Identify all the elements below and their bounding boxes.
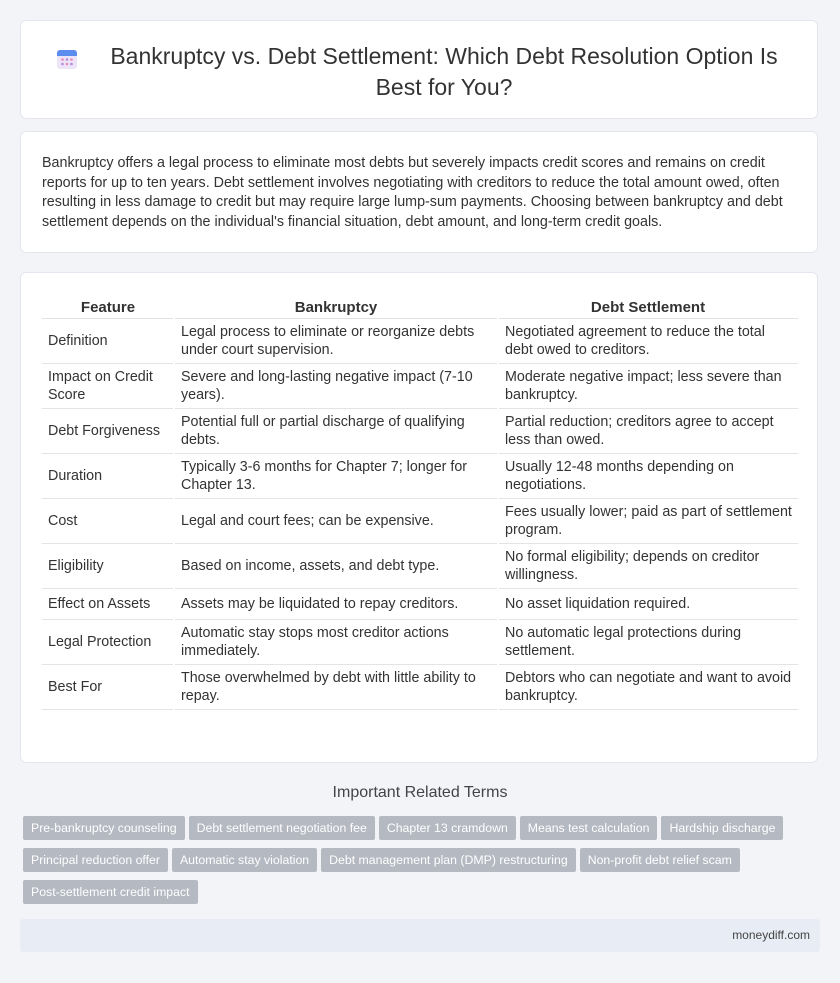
page-title: Bankruptcy vs. Debt Settlement: Which Debt Resolution Option Is Best for You? — [110, 43, 778, 100]
related-term-tag[interactable]: Debt settlement negotiation fee — [189, 816, 375, 840]
comparison-table — [42, 295, 798, 710]
bankruptcy-cell: Legal process to eliminate or reorganize debts under court supervision. — [174, 319, 498, 364]
feature-cell: Duration — [42, 454, 174, 499]
table-row — [42, 589, 798, 620]
bankruptcy-cell: Legal and court fees; can be expensive. — [174, 499, 498, 544]
debt-settlement-cell: Usually 12-48 months depending on negotiations. — [498, 454, 798, 499]
related-term-tag[interactable]: Pre-bankruptcy counseling — [23, 816, 185, 840]
intro-card — [20, 131, 818, 253]
table-header-row — [42, 295, 798, 319]
debt-settlement-cell: No formal eligibility; depends on creditor willingness. — [498, 544, 798, 589]
feature-cell: Impact on Credit Score — [42, 364, 174, 409]
related-term-tag[interactable]: Means test calculation — [520, 816, 658, 840]
related-term-tag[interactable]: Chapter 13 cramdown — [379, 816, 516, 840]
debt-settlement-cell: No asset liquidation required. — [498, 589, 798, 620]
related-terms-title: Important Related Terms — [332, 784, 508, 801]
feature-cell: Best For — [42, 665, 174, 710]
feature-cell: Eligibility — [42, 544, 174, 589]
bankruptcy-cell: Based on income, assets, and debt type. — [174, 544, 498, 589]
feature-cell: Legal Protection — [42, 620, 174, 665]
footer-bar — [20, 919, 820, 952]
bankruptcy-cell: Typically 3-6 months for Chapter 7; longer for Chapter 13. — [174, 454, 498, 499]
feature-cell: Cost — [42, 499, 174, 544]
comparison-card — [20, 272, 818, 763]
related-term-tag[interactable]: Principal reduction offer — [23, 848, 168, 872]
feature-cell: Debt Forgiveness — [42, 409, 174, 454]
related-term-tag[interactable]: Automatic stay violation — [172, 848, 317, 872]
related-term-tag[interactable]: Hardship discharge — [661, 816, 783, 840]
related-terms-list — [23, 816, 803, 912]
table-row — [42, 319, 798, 364]
header-feature: Feature — [42, 295, 174, 319]
debt-settlement-cell: Fees usually lower; paid as part of settlement program. — [498, 499, 798, 544]
table-row — [42, 409, 798, 454]
bankruptcy-cell: Assets may be liquidated to repay creditors. — [174, 589, 498, 620]
debt-settlement-cell: Moderate negative impact; less severe than bankruptcy. — [498, 364, 798, 409]
related-term-tag[interactable]: Debt management plan (DMP) restructuring — [321, 848, 576, 872]
related-term-tag[interactable]: Non-profit debt relief scam — [580, 848, 740, 872]
feature-cell: Definition — [42, 319, 174, 364]
table-row — [42, 499, 798, 544]
table-row — [42, 620, 798, 665]
table-row — [42, 454, 798, 499]
debt-settlement-cell: No automatic legal protections during settlement. — [498, 620, 798, 665]
bankruptcy-cell: Those overwhelmed by debt with little ability to repay. — [174, 665, 498, 710]
bankruptcy-cell: Automatic stay stops most creditor actions immediately. — [174, 620, 498, 665]
debt-settlement-cell: Partial reduction; creditors agree to accept less than owed. — [498, 409, 798, 454]
table-row — [42, 544, 798, 589]
related-term-tag[interactable]: Post-settlement credit impact — [23, 880, 198, 904]
intro-paragraph: Bankruptcy offers a legal process to eliminate most debts but severely impacts credit scores and remains on credit reports for up to ten years. Debt settlement involves negotiating with creditors to reduce the total amount owed, often resulting in less damage to credit but may require large lump-sum payments. Choosing between bankruptcy and debt settlement depends on the individual's financial situation, debt amount, and long-term credit goals. — [42, 155, 783, 230]
table-row — [42, 665, 798, 710]
bankruptcy-cell: Potential full or partial discharge of qualifying debts. — [174, 409, 498, 454]
title-card — [20, 20, 818, 119]
header-debt-settlement: Debt Settlement — [498, 295, 798, 319]
header-bankruptcy: Bankruptcy — [174, 295, 498, 319]
feature-cell: Effect on Assets — [42, 589, 174, 620]
bankruptcy-cell: Severe and long-lasting negative impact (7-10 years). — [174, 364, 498, 409]
debt-settlement-cell: Debtors who can negotiate and want to avoid bankruptcy. — [498, 665, 798, 710]
table-row — [42, 364, 798, 409]
footer-site-link[interactable]: moneydiff.com — [732, 928, 810, 942]
debt-settlement-cell: Negotiated agreement to reduce the total debt owed to creditors. — [498, 319, 798, 364]
